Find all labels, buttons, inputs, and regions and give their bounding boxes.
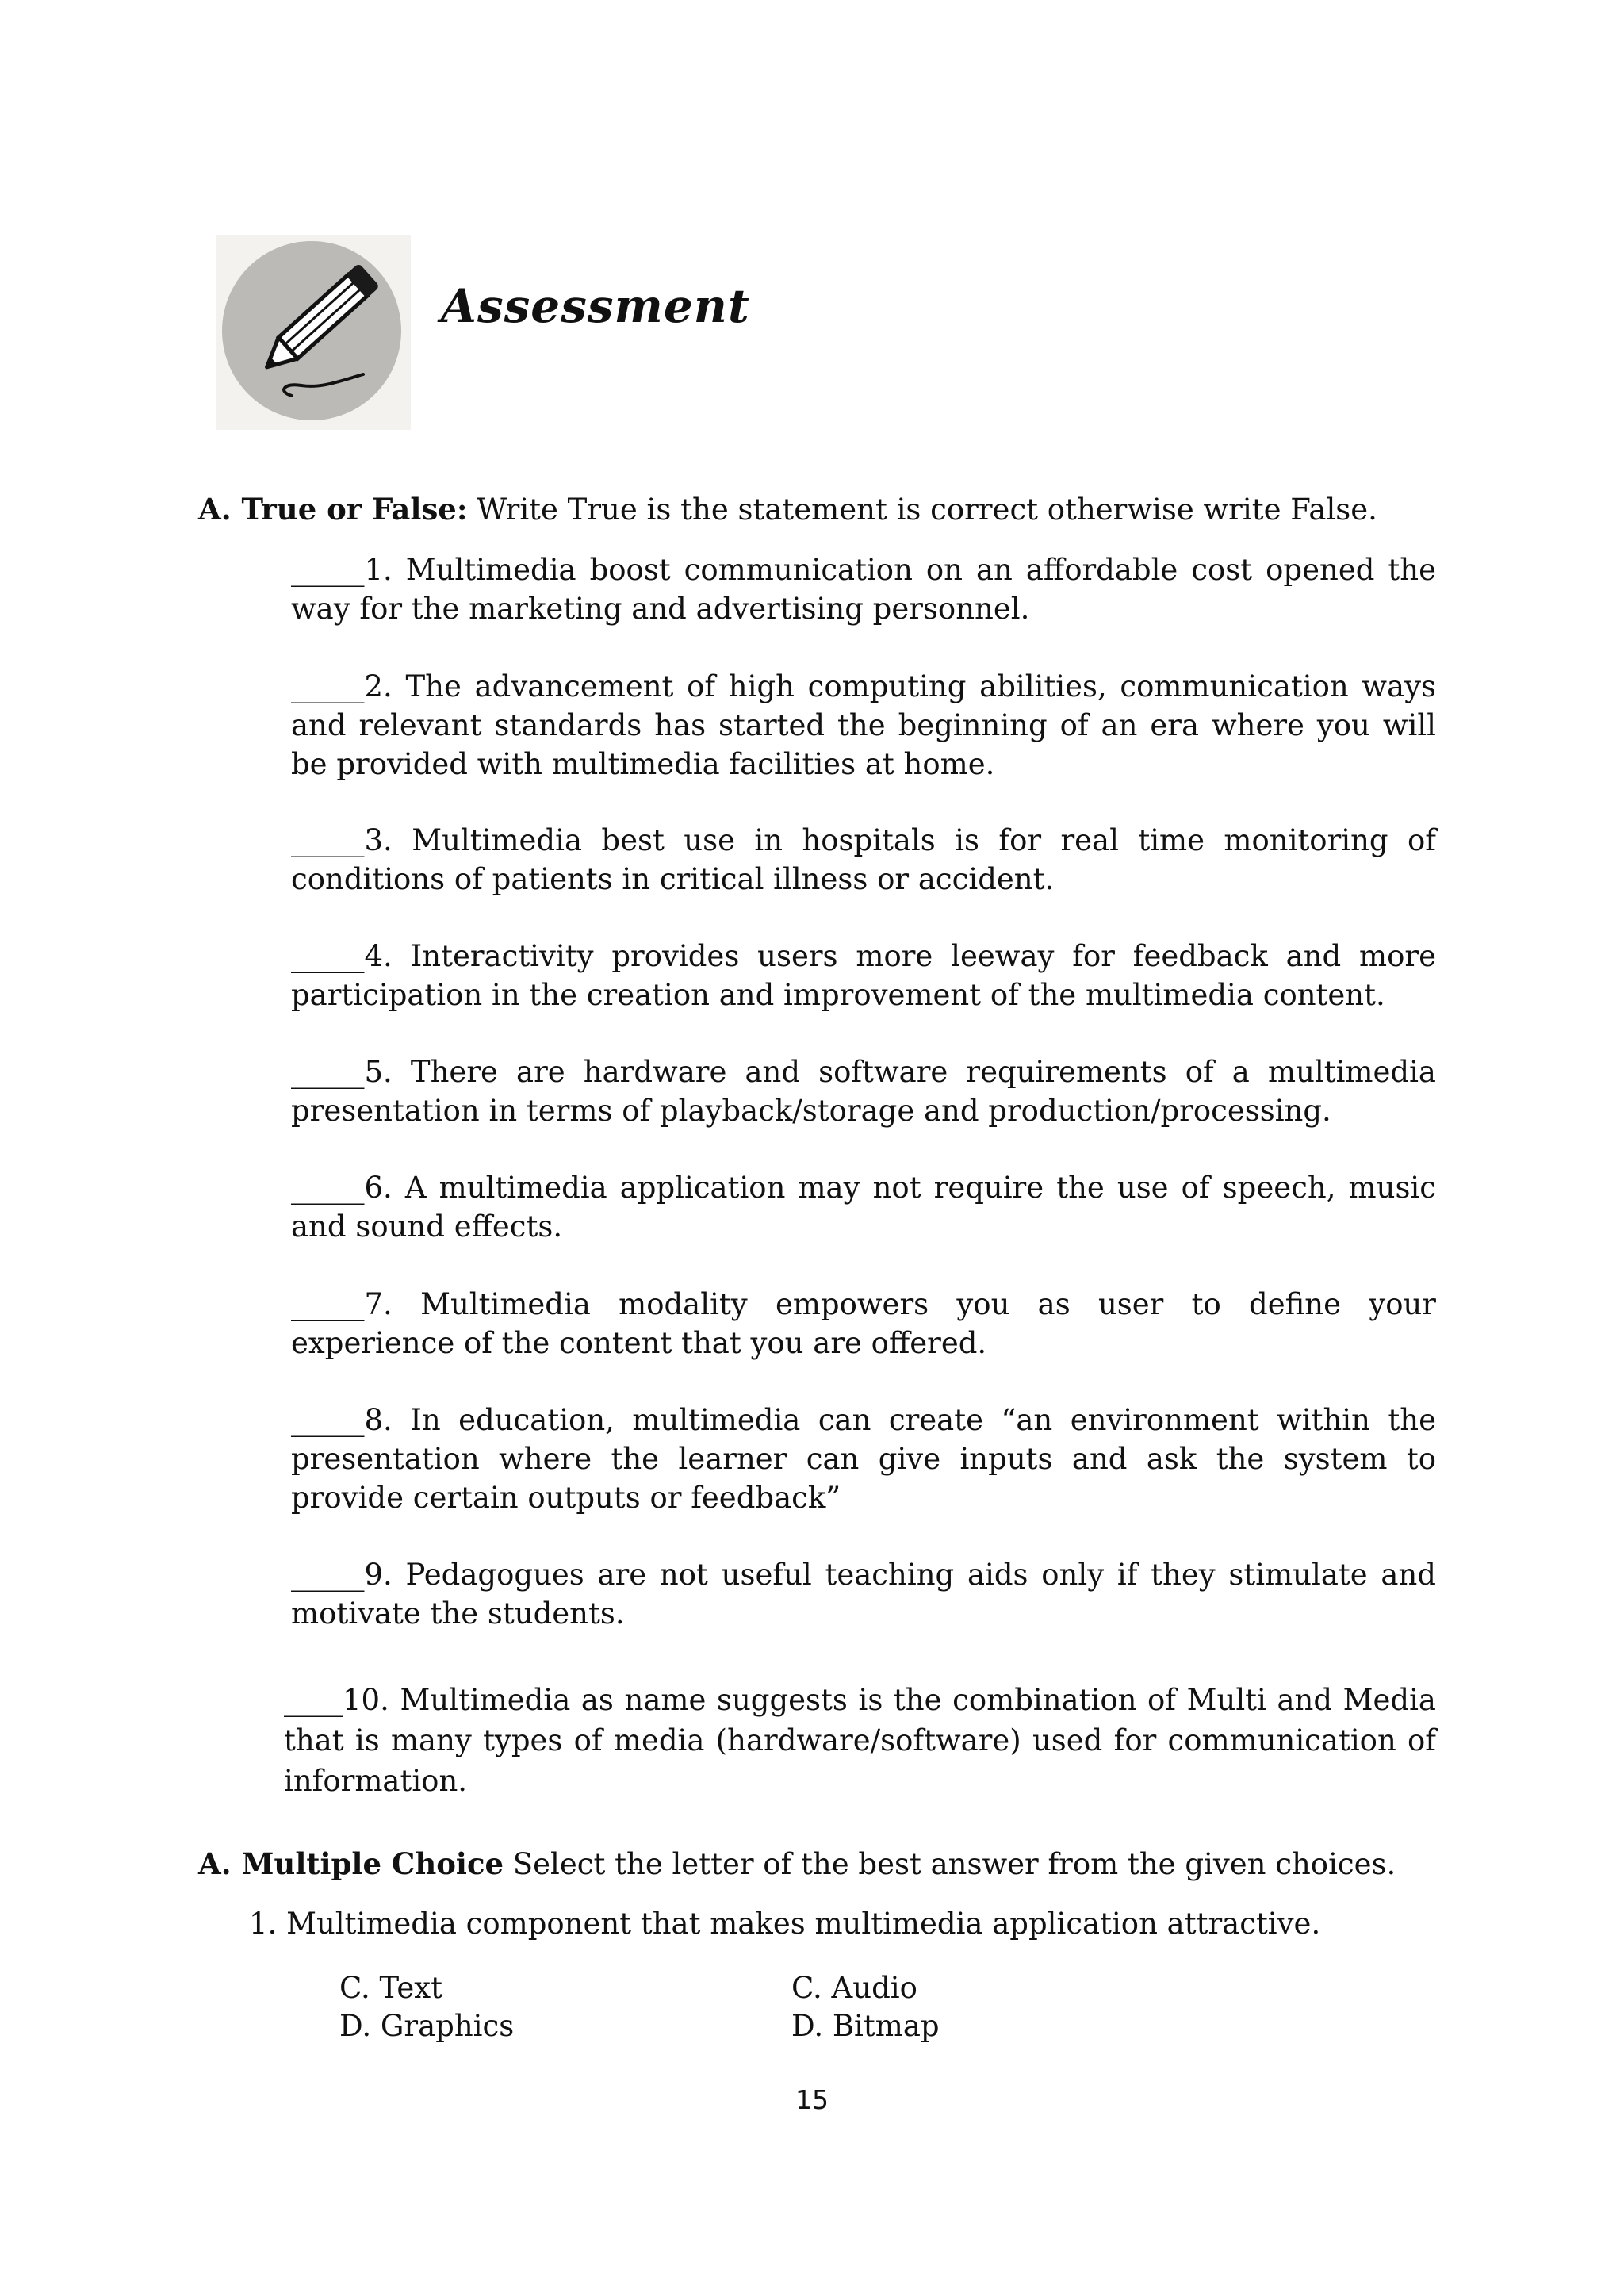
true-false-item-7: _____7. Multimedia modality empowers you as user to define your experience of the content that you are offered.	[291, 1287, 1436, 1360]
section-a-instruction: Write True is the statement is correct otherwise write False.	[477, 493, 1377, 527]
true-false-item-3: _____3. Multimedia best use in hospitals is for real time monitoring of conditions of patients in critical illness or accident.	[291, 823, 1436, 896]
true-false-item-10: ____10. Multimedia as name suggests is the combination of Multi and Media that is many types of media (hardware/software) used for communication of information.	[284, 1683, 1436, 1798]
section-b-title	[198, 1846, 1396, 1881]
section-a-title	[198, 492, 1377, 527]
section-b-label: A. Multiple Choice	[198, 1846, 504, 1881]
choice-graphics: D. Graphics	[339, 2009, 515, 2043]
pencil-icon	[222, 241, 401, 420]
true-false-item-5: _____5. There are hardware and software requirements of a multimedia presentation in terms of playback/storage and production/processing.	[291, 1055, 1436, 1128]
section-a-label: A. True or False:	[198, 492, 468, 527]
true-false-item-4: _____4. Interactivity provides users more leeway for feedback and more participation in the creation and improvement of the multimedia content.	[291, 939, 1436, 1012]
page-heading: Assessment	[441, 279, 750, 333]
section-b-instruction: Select the letter of the best answer from the given choices.	[512, 1847, 1396, 1881]
mc-question-1: 1. Multimedia component that makes multimedia application attractive.	[249, 1907, 1321, 1941]
choice-bitmap: D. Bitmap	[791, 2009, 940, 2043]
page-number: 15	[795, 2084, 829, 2115]
assessment-badge	[216, 235, 411, 430]
choice-audio: C. Audio	[791, 1971, 917, 2005]
choice-text: C. Text	[339, 1971, 442, 2005]
true-false-item-9: _____9. Pedagogues are not useful teaching aids only if they stimulate and motivate the students.	[291, 1558, 1436, 1631]
true-false-item-1: _____1. Multimedia boost communication on an affordable cost opened the way for the marketing and advertising personnel.	[291, 553, 1436, 626]
true-false-item-2: _____2. The advancement of high computing abilities, communication ways and relevant standards has started the beginning of an era where you will be provided with multimedia facilities at home.	[291, 669, 1436, 781]
true-false-item-8: _____8. In education, multimedia can create “an environment within the presentation where the learner can give inputs and ask the system to provide certain outputs or feedback”	[291, 1403, 1436, 1515]
true-false-item-6: _____6. A multimedia application may not require the use of speech, music and sound effects.	[291, 1171, 1436, 1244]
